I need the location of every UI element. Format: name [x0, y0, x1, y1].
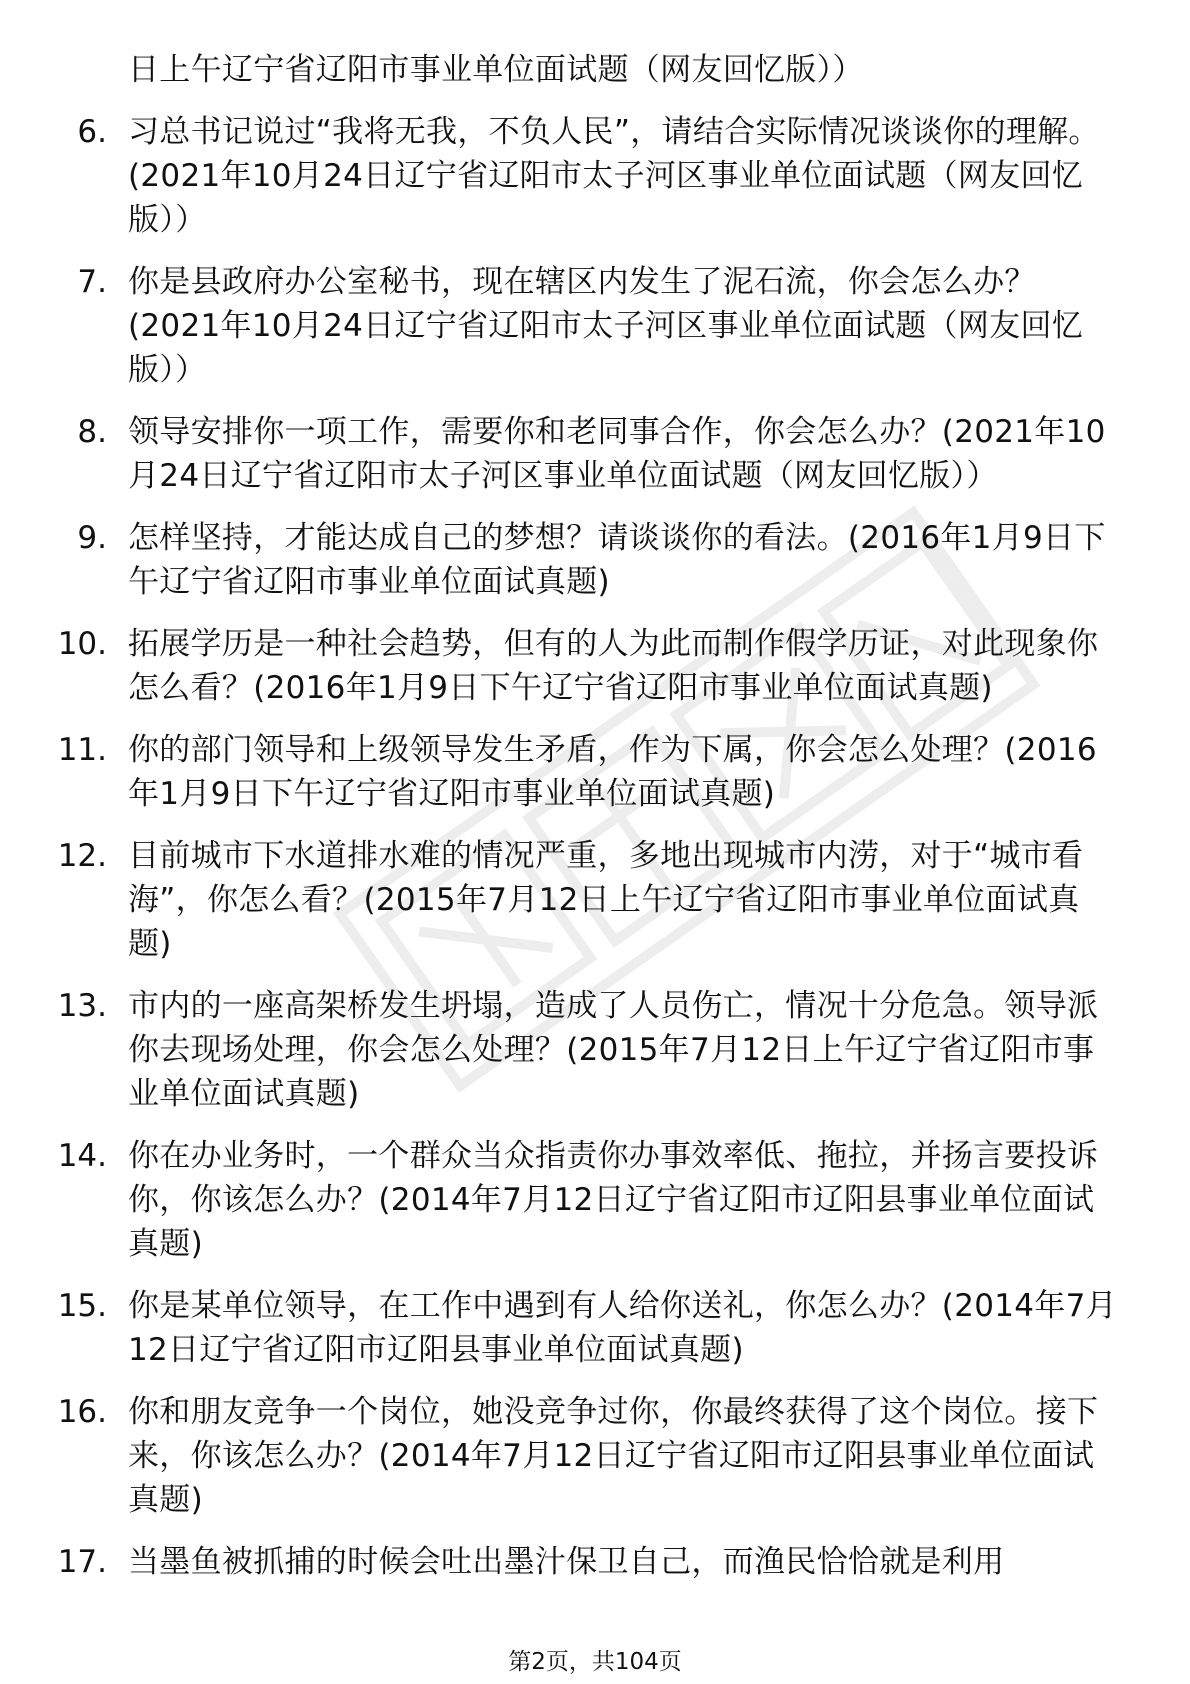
list-item: [0, 260, 1190, 392]
item-number: 12.: [57, 838, 107, 874]
item-text: 你的部门领导和上级领导发生矛盾，作为下属，你会怎么处理？(2016年1月9日下午辽宁省辽阳市事业单位面试真题): [128, 732, 1097, 812]
list-item: [0, 110, 1190, 242]
item-number: 16.: [57, 1394, 107, 1430]
item-text: 你在办业务时，一个群众当众指责你办事效率低、拖拉，并扬言要投诉你，你该怎么办？(2014年7月12日辽宁省辽阳市辽阳县事业单位面试真题): [128, 1138, 1099, 1262]
list-item: [0, 1540, 1190, 1584]
item-number: 14.: [57, 1138, 107, 1174]
item-text: 当墨鱼被抓捕的时候会吐出墨汁保卫自己，而渔民恰恰就是利用: [128, 1544, 1005, 1580]
page-number-label: 第2页，共104页: [508, 1649, 682, 1675]
item-text: 你是县政府办公室秘书，现在辖区内发生了泥石流，你会怎么办？(2021年10月24日辽宁省辽阳市太子河区事业单位面试题（网友回忆版））: [128, 264, 1084, 388]
list-item: [0, 1390, 1190, 1522]
item-text: 习总书记说过“我将无我，不负人民”，请结合实际情况谈谈你的理解。(2021年10月24日辽宁省辽阳市太子河区事业单位面试题（网友回忆版））: [128, 114, 1100, 238]
item-number: 11.: [57, 732, 107, 768]
list-item-continuation: [0, 48, 1190, 92]
list-item: [0, 410, 1190, 498]
item-number: 9.: [77, 520, 107, 556]
page-footer: [0, 1648, 1190, 1676]
item-number: 17.: [57, 1544, 107, 1580]
list-item: [0, 984, 1190, 1116]
item-text: 市内的一座高架桥发生坍塌，造成了人员伤亡，情况十分危急。领导派你去现场处理，你会怎么处理？(2015年7月12日上午辽宁省辽阳市事业单位面试真题): [128, 988, 1099, 1112]
list-item: [0, 622, 1190, 710]
item-number: 15.: [57, 1288, 107, 1324]
list-item: [0, 516, 1190, 604]
list-item: [0, 728, 1190, 816]
list-item: [0, 834, 1190, 966]
item-text: 怎样坚持，才能达成自己的梦想？请谈谈你的看法。(2016年1月9日下午辽宁省辽阳市事业单位面试真题): [128, 520, 1106, 600]
list-item: [0, 1134, 1190, 1266]
item-text: 你是某单位领导，在工作中遇到有人给你送礼，你怎么办？(2014年7月12日辽宁省辽阳市辽阳县事业单位面试真题): [128, 1288, 1117, 1368]
item-number: 6.: [77, 114, 107, 150]
item-text: 你和朋友竞争一个岗位，她没竞争过你，你最终获得了这个岗位。接下来，你该怎么办？(2014年7月12日辽宁省辽阳市辽阳县事业单位面试真题): [128, 1394, 1099, 1518]
item-text: 目前城市下水道排水难的情况严重，多地出现城市内涝，对于“城市看海”，你怎么看？(2015年7月12日上午辽宁省辽阳市事业单位面试真题): [128, 838, 1084, 962]
continuation-text: 日上午辽宁省辽阳市事业单位面试题（网友回忆版））: [128, 52, 864, 88]
question-list: [0, 48, 1190, 1602]
list-item: [0, 1284, 1190, 1372]
item-text: 拓展学历是一种社会趋势，但有的人为此而制作假学历证，对此现象你怎么看？(2016年1月9日下午辽宁省辽阳市事业单位面试真题): [128, 626, 1099, 706]
item-number: 7.: [77, 264, 107, 300]
item-number: 13.: [57, 988, 107, 1024]
item-number: 10.: [57, 626, 107, 662]
item-text: 领导安排你一项工作，需要你和老同事合作，你会怎么办？(2021年10月24日辽宁省辽阳市太子河区事业单位面试题（网友回忆版））: [128, 414, 1106, 494]
item-number: 8.: [77, 414, 107, 450]
